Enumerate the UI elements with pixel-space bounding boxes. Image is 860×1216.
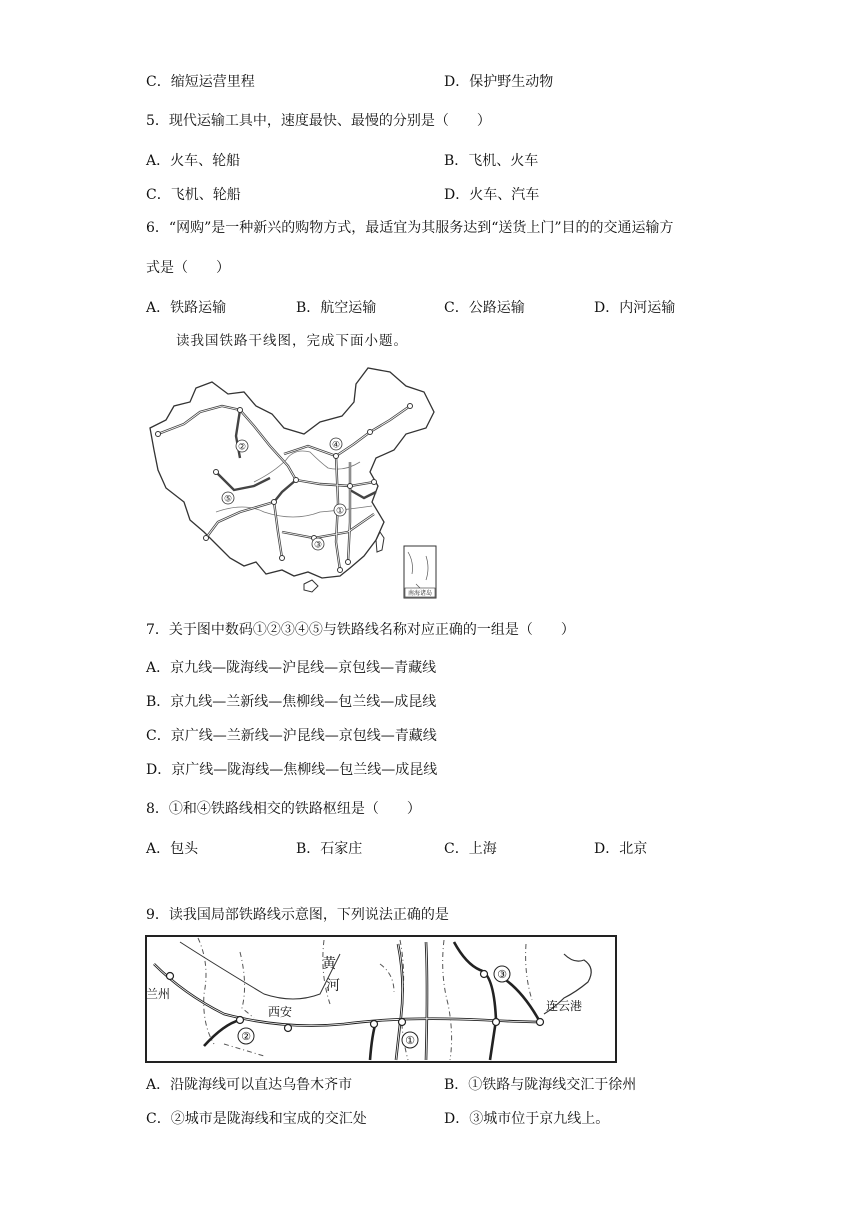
- map1-marker-3: ③: [313, 540, 323, 551]
- q9-stem: 9．读我国局部铁路线示意图，下列说法正确的是: [146, 907, 449, 923]
- q7-stem: 7．关于图中数码①②③④⑤与铁路线名称对应正确的一组是（ ）: [146, 622, 575, 638]
- map1-intro: 读我国铁路干线图，完成下面小题。: [176, 333, 408, 349]
- q6-stem-line2: 式是（ ）: [146, 260, 230, 276]
- q7-option-d: D．京广线—陇海线—焦柳线—包兰线—成昆线: [146, 762, 438, 778]
- q6-option-a: A．铁路运输: [146, 300, 227, 316]
- q9-option-a: A．沿陇海线可以直达乌鲁木齐市: [146, 1077, 353, 1093]
- q7-option-a: A．京九线—陇海线—沪昆线—京包线—青藏线: [146, 660, 437, 676]
- label-huanghe-1: 黄: [322, 956, 336, 972]
- label-huanghe-2: 河: [326, 978, 340, 994]
- map2-marker-1: ①: [405, 1034, 415, 1047]
- hainan-island: [304, 580, 318, 592]
- label-xian: 西安: [268, 1005, 293, 1019]
- yellow-river: [254, 451, 360, 482]
- south-china-sea-inset: [404, 546, 436, 598]
- q8-option-b: B．石家庄: [296, 841, 363, 857]
- map1-marker-4: ④: [331, 440, 341, 451]
- q6-option-c: C．公路运输: [444, 300, 525, 316]
- longhai-railway-map: [144, 934, 618, 1066]
- q8-option-a: A．包头: [146, 841, 199, 857]
- map2-marker-2: ②: [241, 1030, 251, 1043]
- q4-option-c: C．缩短运营里程: [146, 74, 255, 90]
- q8-stem: 8．①和④铁路线相交的铁路枢纽是（ ）: [146, 801, 421, 817]
- label-lianyungang: 连云港: [546, 999, 583, 1013]
- map1-marker-1: ①: [335, 506, 345, 517]
- q8-option-d: D．北京: [594, 841, 648, 857]
- q5-stem: 5．现代运输工具中，速度最快、最慢的分别是（ ）: [146, 113, 491, 129]
- q6-stem-line1: 6．“网购”是一种新兴的购物方式，最适宜为其服务达到“送货上门”目的的交通运输方: [146, 220, 674, 236]
- q5-option-c: C．飞机、轮船: [146, 187, 241, 203]
- q7-option-b: B．京九线—兰新线—焦柳线—包兰线—成昆线: [146, 694, 437, 710]
- q5-option-d: D．火车、汽车: [444, 187, 540, 203]
- map1-marker-5: ⑤: [223, 494, 233, 505]
- q5-option-b: B．飞机、火车: [444, 153, 539, 169]
- q8-option-c: C．上海: [444, 841, 497, 857]
- taiwan-island: [376, 532, 384, 552]
- q9-option-b: B．①铁路与陇海线交汇于徐州: [444, 1077, 637, 1093]
- map1-marker-2: ②: [237, 442, 247, 453]
- q6-option-d: D．内河运输: [594, 300, 676, 316]
- q4-option-d: D．保护野生动物: [444, 74, 554, 90]
- china-railway-map: [144, 362, 442, 600]
- label-lanzhou: 兰州: [146, 987, 171, 1001]
- q5-option-a: A．火车、轮船: [146, 153, 241, 169]
- q7-option-c: C．京广线—兰新线—沪昆线—京包线—青藏线: [146, 728, 437, 744]
- q9-option-c: C．②城市是陇海线和宝成的交汇处: [146, 1111, 367, 1127]
- map2-marker-3: ③: [497, 968, 507, 981]
- inset-label: 南海诸岛: [407, 590, 433, 597]
- q9-option-d: D．③城市位于京九线上。: [444, 1111, 610, 1127]
- q6-option-b: B．航空运输: [296, 300, 377, 316]
